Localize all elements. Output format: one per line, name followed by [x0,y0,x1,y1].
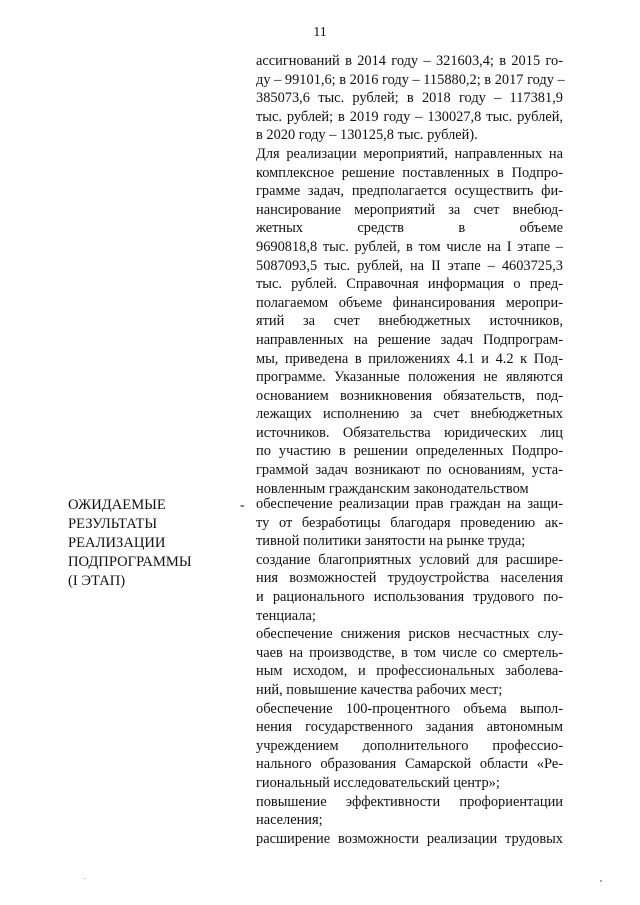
result-line: ний, повышение качества рабочих мест; [256,681,503,698]
funding-line: граммой задач возникают по основаниям, уста- [256,462,563,479]
funding-line: основанием возникновения обязательств, под- [256,387,563,404]
result-line: гиональный исследовательский центр»; [256,774,500,791]
funding-line: программе. Указанные положения не являются [256,369,563,386]
result-line: тенциала; [256,607,316,624]
heading-line: (I ЭТАП) [68,573,126,589]
funding-line: комплексное решение поставленных в Подпро- [256,164,563,181]
funding-line: 9690818,8 тыс. рублей, в том числе на I этапе – [256,238,563,255]
funding-line: направленных на решение задач Подпрограм- [256,331,563,348]
funding-line: 5087093,5 тыс. рублей, на II этапе – 4603725,3 [256,257,563,274]
page-number: 11 [313,25,327,40]
funding-line: 385073,6 тыс. рублей; в 2018 году – 117381,9 [256,90,563,107]
result-line: создание благоприятных условий для расшире- [256,551,563,568]
funding-line: новленным гражданским законодательством [256,480,529,497]
funding-text-block [256,52,563,498]
result-line: населения; [256,812,323,829]
row-dash: - [240,498,245,513]
funding-line: лежащих исполнению за счет внебюджетных [256,406,563,423]
result-line: ту от безработицы благодаря проведению ак- [256,514,563,531]
funding-line: Для реализации мероприятий, направленных на [256,145,563,162]
funding-line: ятий за счет внебюджетных источников, [256,313,563,330]
scan-speck [600,880,602,882]
funding-line: ассигнований в 2014 году – 321603,4; в 2015 го- [256,53,563,69]
heading-line: РЕЗУЛЬТАТЫ [68,516,158,532]
heading-line: ПОДПРОГРАММЫ [68,554,192,570]
result-line: обеспечение реализации прав граждан на защи- [256,496,563,512]
heading-line: РЕАЛИЗАЦИИ [68,535,166,551]
funding-line: ду – 99101,6; в 2016 году – 115880,2; в 2017 году – [256,71,565,88]
funding-line: нансирование мероприятий за счет внебюд- [256,201,563,218]
result-line: расширение возможности реализации трудовых [256,830,563,847]
results-heading [68,496,238,591]
funding-line: тыс. рублей; в 2019 году – 130027,8 тыс. рублей, [256,108,563,125]
funding-line: по участию в решении определенных Подпро- [256,443,563,460]
result-line: повышение эффективности профориентации [256,793,563,810]
result-line: нения государственного задания автономным [256,719,563,736]
funding-line: полагаемом объеме финансирования меропри- [256,294,563,311]
result-line: нального образования Самарской области «Ре- [256,756,563,773]
funding-line: мы, приведена в приложениях 4.1 и 4.2 к Под- [256,350,563,367]
result-line: тивной политики занятости на рынке труда; [256,533,526,550]
funding-line: источников. Обязательства юридических лиц [256,424,563,441]
result-line: чаев на производстве, в том числе со смертель- [256,644,563,661]
result-line: обеспечение 100-процентного объема выпол- [256,700,563,717]
funding-line: тыс. рублей. Справочная информация о пред- [256,276,563,293]
result-line: и рационального использования трудового по- [256,588,563,605]
results-text-block [256,495,563,848]
result-line: ния возможностей трудоустройства населения [256,570,563,587]
scan-speck [84,878,85,879]
funding-line: в 2020 году – 130125,8 тыс. рублей). [256,127,478,144]
result-line: ным исходом, и профессиональных заболева- [256,663,563,680]
funding-line: жетных средств в объеме [256,220,563,237]
heading-line: ОЖИДАЕМЫЕ [68,497,166,513]
result-line: обеспечение снижения рисков несчастных слу- [256,626,563,643]
funding-line: грамме задач, предполагается осуществить фи- [256,183,563,200]
result-line: учреждением дополнительного профессио- [256,737,563,754]
